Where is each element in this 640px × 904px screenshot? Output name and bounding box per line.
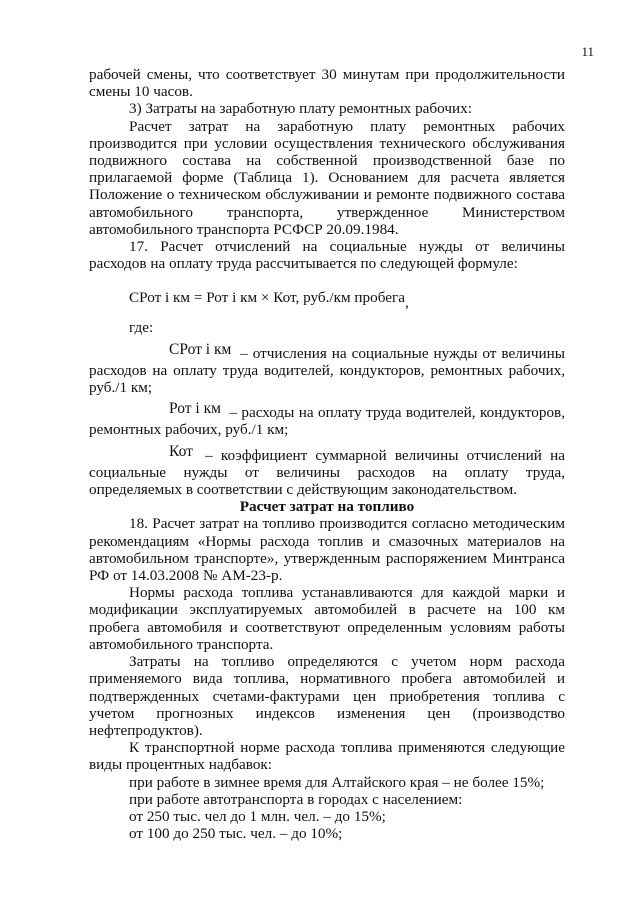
paragraph-repair-wages: Расчет затрат на заработную плату ремонтных рабочих производится при условии осуществления технического обслуживания подвижного состава на собственной производственной базе по прилагаемой форме (Таблица 1). Основанием для расчета является Положение о техническом обслуживании и ремонте подвижного состава автомобильного транспорта, утвержденное Министерством автомобильного транспорта РСФСР 20.09.1984. — [89, 117, 565, 238]
list-item: от 100 до 250 тыс. чел. – до 10%; — [129, 825, 343, 843]
paragraph-fuel-norms: Нормы расхода топлива устанавливаются для каждой марки и модификации эксплуатируемых автомобилей в расчете на 100 км пробега автомобиля и соответствуют определенным условиям работы автомобильного транспорта. — [89, 584, 565, 653]
formula-text: СРот і км = Рот і км × Кот, руб./км пробега — [129, 289, 405, 307]
definition-symbol: Кот — [169, 442, 193, 460]
definition-symbol: Рот і км — [169, 400, 221, 418]
formula-social-contributions — [129, 289, 565, 312]
definition-symbol: СРот і км — [169, 340, 232, 358]
section-heading-repair-wages: 3) Затраты на заработную плату ремонтных рабочих: — [129, 100, 472, 118]
list-item: при работе в зимнее время для Алтайского края – не более 15%; — [129, 773, 545, 791]
where-label: где: — [129, 319, 154, 337]
definition-text: – отчисления на социальные нужды от величины расходов на оплату труда водителей, кондукторов, ремонтных рабочих, руб./1 км; — [89, 344, 565, 397]
definition-srot — [89, 340, 565, 397]
paragraph-surcharges: К транспортной норме расхода топлива применяются следующие виды процентных надбавок: — [89, 739, 565, 774]
formula-comma: , — [404, 294, 409, 312]
section-heading-fuel: Расчет затрат на топливо — [239, 498, 415, 516]
paragraph-continuation: рабочей смены, что соответствует 30 минутам при продолжительности смены 10 часов. — [89, 66, 565, 101]
definition-text: – расходы на оплату труда водителей, кондукторов, ремонтных рабочих, руб./1 км; — [89, 404, 566, 439]
list-item: при работе автотранспорта в городах с населением: — [129, 790, 463, 808]
list-item: от 250 тыс. чел до 1 млн. чел. – до 15%; — [129, 807, 386, 825]
page-number: 11 — [581, 44, 594, 59]
definition-rot — [89, 400, 566, 439]
paragraph-fuel-costs: Затраты на топливо определяются с учетом норм расхода применяемого вида топлива, нормативного пробега автомобилей и подтвержденных счетами-фактурами цен приобретения топлива с учетом прогнозных индексов изменения цен (производство нефтепродуктов). — [89, 653, 565, 739]
definition-kot — [89, 442, 566, 499]
definition-text: – коэффициент суммарной величины отчислений на социальные нужды от величины расходов на оплату труда, определяемых в соответствии с действующим законодательством. — [89, 446, 566, 499]
document-body — [89, 66, 565, 842]
paragraph-18: 18. Расчет затрат на топливо производится согласно методическим рекомендациям «Нормы расхода топлив и смазочных материалов на автомобильном транспорте», утвержденным распоряжением Минтранса РФ от 14.03.2008 № АМ-23-р. — [89, 515, 565, 585]
paragraph-17: 17. Расчет отчислений на социальные нужды от величины расходов на оплату труда рассчитывается по следующей формуле: — [89, 238, 565, 273]
